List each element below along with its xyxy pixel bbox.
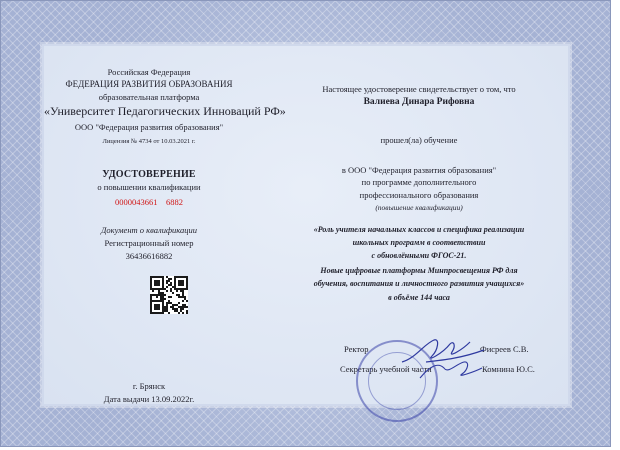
certificate-number: 0000043661 6882 <box>115 197 183 207</box>
intro-text: Настоящее удостоверение свидетельствует о том, что <box>322 84 516 94</box>
rector-name: Фисреев С.В. <box>480 344 529 354</box>
secretary-label: Секретарь учебной части <box>340 364 432 374</box>
document-type: Документ о квалификации <box>100 225 198 235</box>
course-line: школьных программ в соответствии <box>352 238 486 247</box>
course-line: обучения, воспитания и личностного развития учащихся» <box>313 279 525 288</box>
secretary-name: Комнина Ю.С. <box>482 364 535 374</box>
federation-line: ФЕДЕРАЦИЯ РАЗВИТИЯ ОБРАЗОВАНИЯ <box>65 79 233 89</box>
city: г. Брянск <box>132 381 166 391</box>
rector-label: Ректор <box>344 344 369 354</box>
training-organization: в ООО "Федерация развития образования" <box>341 165 497 175</box>
program-line-2: профессионального образования <box>359 190 479 200</box>
license-line: Лицензия № 4734 от 10.03.2021 г. <box>102 138 196 145</box>
course-line: «Роль учителя начальных классов и специфика реализации <box>313 225 525 234</box>
issue-date: Дата выдачи 13.09.2022г. <box>103 394 195 404</box>
organization-name: ООО "Федерация развития образования" <box>74 122 224 132</box>
registration-number: 36436616882 <box>125 251 173 261</box>
course-line: Новые цифровые платформы Минпросвещения РФ для <box>320 266 518 275</box>
course-line: с обновлёнными ФГОС-21. <box>371 251 467 260</box>
document-subtitle: о повышении квалификации <box>97 182 201 192</box>
completion-text: прошел(ла) обучение <box>380 135 458 145</box>
registration-label: Регистрационный номер <box>104 238 194 248</box>
qr-code-icon <box>150 276 188 314</box>
university-name: «Университет Педагогических Инноваций РФ» <box>44 104 286 118</box>
country-line: Российская Федерация <box>107 67 191 77</box>
program-line-3: (повышение квалификации) <box>375 203 463 212</box>
course-line: в объёме 144 часа <box>388 293 450 302</box>
stamp-icon <box>356 340 438 422</box>
certificate-body <box>44 46 568 404</box>
platform-line: образовательная платформа <box>98 92 200 102</box>
recipient-name: Валиева Динара Рифовна <box>363 97 475 107</box>
document-title: УДОСТОВЕРЕНИЕ <box>102 169 196 180</box>
program-line-1: по программе дополнительного <box>361 177 477 187</box>
